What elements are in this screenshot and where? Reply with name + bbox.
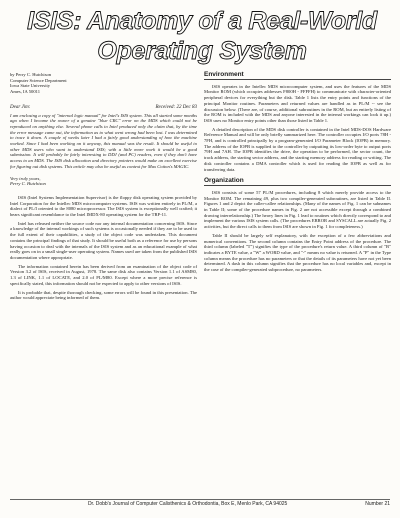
article-title-line-1: ISIS: Anatomy of a Real-World	[27, 7, 377, 35]
author-name: by Perry C. Hutchison	[10, 72, 52, 77]
right-column	[204, 72, 391, 276]
section-heading-organization: Organization	[204, 178, 391, 186]
article-title-line-2: Operating System	[97, 37, 307, 65]
letter-signature: Perry C. Hutchison	[10, 181, 46, 187]
letter-received-date: Received: 22 Dec 83	[155, 104, 197, 110]
body-paragraph: It is probable that, despite thorough checking, some errors will be found in this presentation. The author would appreciate being informed of them.	[10, 289, 197, 301]
body-paragraph: ISIS (Intel Systems Implementation Supervisor) is the floppy disk operating system provided by Intel Corporation for the Intellec MDS microcomputer systems. ISIS was written entirely in PL/M, a dialect of PL/I oriented to the 8080 microprocessor. The ISIS system is exceptionally well crafted; it bears significant resemblance to the Intel IMDX-80 operating system for the TRP-11.	[10, 194, 197, 218]
body-paragraph: Table II should be largely self explanatory, with the exception of a few abbreviations and numerical conventions. The second column contains the Entry Point address of the procedure. The third column (labeled "T") signifies the type of the procedure's return value. A third column of "B" indicates a BYTE value, a "W" a WORD value, and "-" means no value is returned. A "P" in the Type column means the procedure has no parameters or that the details of its parameters have not yet been determined. A dash in this column signifies that the procedure has no local variables and, except in the case of the compiler-generated subprocedure, no parameters.	[204, 232, 391, 273]
article-title	[8, 6, 396, 68]
section-heading-environment: Environment	[204, 72, 391, 80]
footer-journal: Dr. Dobb's Journal of Computer Calisthenics & Orthodontia, Box E, Menlo Park, CA 94025	[87, 501, 288, 507]
letter-header	[10, 105, 197, 111]
body-paragraph: Intel has released neither the source code nor any internal documentation concerning ISIS. Since a knowledge of the internal workings of such systems is occasionally needed if they are to be used to the full extent of their capabilities, a study of the object code was undertaken. This document contains the principal findings of that study. It should be useful both as a reference for use by persons having occasion to deal with the internals of the ISIS system and as an educational example of what really goes on in a small single-user operating system. Names used are taken from the published ISIS documentation where appropriate.	[10, 220, 197, 260]
footer-issue-number: Number 21	[365, 501, 390, 507]
page-footer	[10, 501, 390, 507]
footer-rule	[10, 499, 390, 500]
letter-signoff	[10, 176, 197, 187]
body-paragraph: ISIS consists of some 57 PL/M procedures, including 8 which merely provide access to the Monitor ROM. The remaining 49, plus two compiler-generated subroutines, are listed in Table II. Figures 1 and 2 depict the caller-callee relationships. (Many of the names of Fig. 1 can be subnames in Table II; some of the procedure names in Fig. 2 are not accessible except through a combined drawing interrelationship.) The heavy lines in Fig. 1 lead to routines which directly correspond to and implement the various ISIS system calls. (The procedures ERROR and SYSCALL are actually Fig. 2 activities, but the direct calls to them from ISIS are shown in Fig. 1 for completeness.)	[204, 189, 391, 230]
author-school: Iowa State University	[10, 83, 51, 89]
author-city: Ames, IA 50011	[10, 89, 41, 95]
author-department: Computer Science Department	[10, 77, 67, 83]
letter-body: I am enclosing a copy of "internal logic manual" for Intel's ISIS system. This all started some months ago when I became the owner of a genuine "blue CRC" error on the MDS which could not be reproduced on anything else. Several phone calls to Intel produced only the claim that, by the time the error message came out, the information as to what went wrong had been lost. I was determined to trace it down. A couple of weeks later I had a fairly good understanding of how the machine worked. Since I had been working on it anyway, this manual was the result. It should be useful to other MDS users who want to understand ISIS; with a little more work it would be a good submission. It will probably be fairly interesting to DDJ (and PC) readers, even if they don't have access to an MDS. The ISIS disk allocation and directory pointers would make an excellent exercise for figuring out disk systems. This article may also be useful as context for Max Cotton's MAGIC.	[10, 112, 197, 169]
letter-closing: Very truly yours,	[10, 175, 41, 181]
letter-salutation: Dear Jim:	[10, 104, 31, 110]
author-byline	[10, 72, 197, 95]
left-column	[10, 72, 197, 304]
body-paragraph: ISIS operates in the Intellec MDS microcomputer system, and uses the features of the MDS Monitor ROM (which occupies addresses F800H - FFFFH) to communicate with character-oriented peripheral devices for everything but the disk. Table 1 lists the entry points and functions of the principal Monitor routines. Parameters and returned values are handled as in PL/M -- see the discussion below. (There are, of course, additional subroutines in the ROM, but an entirely listing of the ROM is included with the MDS and anyone interested in the internal workings can look it up.) ISIS uses no Monitor entry points other than those listed in Table 1.	[204, 83, 391, 123]
body-paragraph: A detailed description of the MDS disk controller is contained in the Intel MDS-DOS Hardware Reference Manual and will be only briefly summarized here. The controller occupies I/O ports 78H - 7FH, and is controlled principally by a program-generated I/O Parameter Block (IOPB) in memory. The address of the IOPB is supplied to the controller by outputting its low-order byte to output ports 79H and 7AH. The IOPB identifies the drive, the operation to be performed, the sector count, the track address, the starting sector address, and the starting memory address for reading or writing. The disk controller contains a DMA controller which is used for reading the IOPB as well as for transferring data.	[204, 126, 391, 172]
body-paragraph: The information contained herein has been derived from an examination of the object code of Version 3.2 of ISIS, received in August, 1978. The same disk also contains Version 1.1 of ASM80, 1.3 of LINK, 1.1 of LOCATE, and 2.0 of PL/M80. Except where a more precise reference is specifically stated, this information should not be expected to apply to other versions of ISIS.	[10, 263, 197, 286]
